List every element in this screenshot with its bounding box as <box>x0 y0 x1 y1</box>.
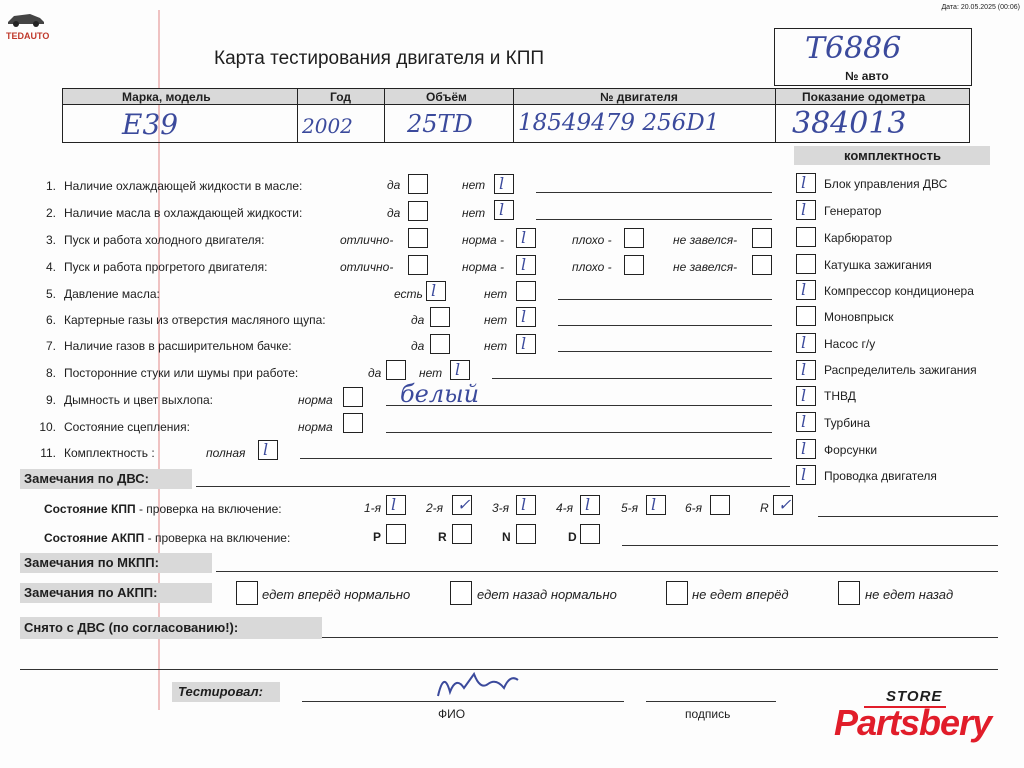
check-mark: l <box>801 280 807 299</box>
opt-polnaya: полная <box>206 446 246 460</box>
checkbox[interactable] <box>516 307 536 327</box>
checkbox[interactable] <box>516 255 536 275</box>
check-mark: l <box>801 412 807 431</box>
checkbox[interactable] <box>624 228 644 248</box>
komplekt-label: Катушка зажигания <box>824 258 932 272</box>
checkbox[interactable] <box>430 334 450 354</box>
check-mark: l <box>263 440 269 459</box>
remarks-mkpp-line <box>216 571 998 572</box>
check-mark: l <box>801 360 807 379</box>
gear-checkbox[interactable] <box>773 495 793 515</box>
opt-da: да <box>387 178 401 192</box>
item-number: 1. <box>45 179 56 193</box>
remarks-dvs-line <box>196 486 790 487</box>
check-mark: l <box>521 307 527 326</box>
check-mark: ✓ <box>778 495 792 514</box>
remark-line <box>536 192 772 193</box>
gear-checkbox[interactable] <box>386 524 406 544</box>
gear-label: 2-я <box>426 501 444 515</box>
remarks-akpp-label: Замечания по АКПП: <box>20 583 212 603</box>
check-mark: l <box>801 439 807 458</box>
removed-line <box>322 637 998 638</box>
opt-ploho: плохо - <box>572 260 612 274</box>
item-number: 3. <box>45 233 56 247</box>
checkbox[interactable] <box>494 200 514 220</box>
opt-net: нет <box>484 339 508 353</box>
opt-ploho: плохо - <box>572 233 612 247</box>
checkbox[interactable] <box>494 174 514 194</box>
signature-line <box>646 701 776 702</box>
opt-norma: норма - <box>462 260 505 274</box>
komplekt-checkbox[interactable] <box>796 465 816 485</box>
akpp-opt: едет назад нормально <box>477 587 617 602</box>
item-number: 2. <box>45 206 56 220</box>
date-stamp: Дата: 20.05.2025 (00:06) <box>941 4 1020 11</box>
opt-norma: норма - <box>462 233 505 247</box>
gear-label: 3-я <box>492 501 510 515</box>
check-mark: l <box>801 200 807 219</box>
check-mark: l <box>391 495 397 514</box>
gear-label: 1-я <box>364 501 382 515</box>
brand-top: STORE <box>886 688 943 705</box>
opt-norma: норма <box>298 420 333 434</box>
komplekt-checkbox[interactable] <box>796 306 816 326</box>
item-label: Давление масла: <box>64 287 160 301</box>
komplekt-label: ТНВД <box>824 389 856 403</box>
item-number: 5. <box>45 287 56 301</box>
gear-checkbox[interactable] <box>452 495 472 515</box>
fio-caption: ФИО <box>438 707 466 721</box>
opt-otlichno: отлично- <box>340 233 394 247</box>
opt-net: нет <box>484 313 508 327</box>
remark-line <box>386 405 772 406</box>
item-label: Наличие газов в расширительном бачке: <box>64 339 292 353</box>
check-mark: ✓ <box>457 495 471 514</box>
header-table <box>62 88 970 144</box>
opt-otlichno: отлично- <box>340 260 394 274</box>
gear-checkbox[interactable] <box>516 524 536 544</box>
item-number: 11. <box>40 446 56 460</box>
gear-label: D <box>568 530 577 544</box>
brand-main: Partsbery <box>834 702 992 743</box>
gear-label: 6-я <box>685 501 703 515</box>
komplekt-label: Моновпрыск <box>824 310 894 324</box>
checkbox[interactable] <box>430 307 450 327</box>
checkbox[interactable] <box>258 440 278 460</box>
auto-number-label: № авто <box>845 69 889 83</box>
check-mark: l <box>651 495 657 514</box>
akpp-backward-checkbox[interactable] <box>450 581 472 605</box>
check-mark: l <box>801 173 807 192</box>
remark-line <box>536 219 772 220</box>
signature-scribble <box>434 666 524 702</box>
checkbox[interactable] <box>426 281 446 301</box>
gear-label: R <box>438 530 447 544</box>
checkbox[interactable] <box>516 228 536 248</box>
remarks-dvs-label: Замечания по ДВС: <box>20 469 192 489</box>
tester-signature <box>434 666 524 709</box>
check-mark: l <box>801 333 807 352</box>
komplektnost-header: комплектность <box>794 146 990 165</box>
gear-checkbox[interactable] <box>580 495 600 515</box>
check-mark: l <box>585 495 591 514</box>
opt-da: да <box>368 366 382 380</box>
checkbox[interactable] <box>752 255 772 275</box>
komplekt-label: Насос г/у <box>824 337 876 351</box>
akpp-no-backward-checkbox[interactable] <box>838 581 860 605</box>
checkbox[interactable] <box>343 387 363 407</box>
checkbox[interactable] <box>408 174 428 194</box>
gear-checkbox[interactable] <box>516 495 536 515</box>
akpp-forward-checkbox[interactable] <box>236 581 258 605</box>
komplekt-checkbox[interactable] <box>796 173 816 193</box>
komplekt-label: Карбюратор <box>824 231 893 245</box>
item-label: Пуск и работа холодного двигателя: <box>64 233 265 247</box>
checkbox[interactable] <box>516 334 536 354</box>
col-header-volume: Объём <box>426 90 467 104</box>
item-number: 8. <box>45 366 56 380</box>
exhaust-color-handwriting: белый <box>400 380 480 408</box>
check-mark: l <box>521 334 527 353</box>
checkbox[interactable] <box>516 281 536 301</box>
item-label: Картерные газы из отверстия масляного щупа: <box>64 313 326 327</box>
checkbox[interactable] <box>450 360 470 380</box>
brand-logo <box>834 688 1010 748</box>
akpp-label: Состояние АКПП - проверка на включение: <box>44 531 291 545</box>
opt-net: нет <box>484 287 508 301</box>
fio-line <box>302 701 624 702</box>
gear-checkbox[interactable] <box>386 495 406 515</box>
auto-number-box <box>774 28 972 86</box>
item-number: 6. <box>45 313 56 327</box>
remark-line <box>300 458 772 459</box>
komplekt-label: Компрессор кондиционера <box>824 284 974 298</box>
komplekt-label: Турбина <box>824 416 871 430</box>
item-number: 7. <box>45 339 56 353</box>
gear-checkbox[interactable] <box>452 524 472 544</box>
item-number: 10. <box>39 420 56 434</box>
opt-ne-zavelsya: не завелся- <box>673 260 738 274</box>
tested-by-label: Тестировал: <box>172 682 280 702</box>
value-volume: 25TD <box>407 110 473 138</box>
akpp-opt: не едет назад <box>865 587 954 602</box>
komplekt-checkbox[interactable] <box>796 200 816 220</box>
logo-text: TEDAUTO <box>6 31 50 41</box>
komplekt-checkbox[interactable] <box>796 439 816 459</box>
kpp-label: Состояние КПП - проверка на включение: <box>44 502 282 516</box>
check-mark: l <box>521 255 527 274</box>
removed-label: Снято с ДВС (по согласованию!): <box>20 617 322 639</box>
gear-label: N <box>502 530 511 544</box>
col-header-year: Год <box>330 90 351 104</box>
komplekt-checkbox[interactable] <box>796 227 816 247</box>
gear-checkbox[interactable] <box>646 495 666 515</box>
remark-line <box>558 351 772 352</box>
item-label: Посторонние стуки или шумы при работе: <box>64 366 299 380</box>
akpp-remark-line <box>622 545 998 546</box>
checkbox[interactable] <box>386 360 406 380</box>
kpp-remark-line <box>818 516 998 517</box>
remark-line <box>558 299 772 300</box>
check-mark: l <box>499 174 505 193</box>
value-year: 2002 <box>302 114 353 138</box>
check-mark: l <box>455 360 461 379</box>
remark-line <box>558 325 772 326</box>
komplekt-checkbox[interactable] <box>796 280 816 300</box>
komplekt-label: Блок управления ДВС <box>824 177 948 191</box>
gear-label: P <box>373 530 382 544</box>
gear-label: R <box>760 501 769 515</box>
item-number: 4. <box>45 260 56 274</box>
opt-norma: норма <box>298 393 333 407</box>
item-label: Дымность и цвет выхлопа: <box>64 393 213 407</box>
komplekt-label: Распределитель зажигания <box>824 363 977 377</box>
auto-number-value: T6886 <box>805 31 902 66</box>
komplekt-checkbox[interactable] <box>796 254 816 274</box>
signature-caption: подпись <box>685 707 731 721</box>
opt-da: да <box>387 206 401 220</box>
item-label: Состояние сцепления: <box>64 420 190 434</box>
checkbox[interactable] <box>624 255 644 275</box>
akpp-no-forward-checkbox[interactable] <box>666 581 688 605</box>
item-label: Комплектность : <box>64 446 155 460</box>
opt-net: нет <box>462 178 486 192</box>
checkbox[interactable] <box>408 228 428 248</box>
opt-net: нет <box>419 366 443 380</box>
akpp-opt: едет вперёд нормально <box>262 587 411 602</box>
checkbox[interactable] <box>343 413 363 433</box>
value-model: E39 <box>122 108 179 141</box>
check-mark: l <box>521 495 527 514</box>
komplekt-checkbox[interactable] <box>796 360 816 380</box>
gear-checkbox[interactable] <box>710 495 730 515</box>
komplekt-label: Форсунки <box>824 443 878 457</box>
checkbox[interactable] <box>408 201 428 221</box>
komplekt-label: Проводка двигателя <box>824 469 937 483</box>
checkbox[interactable] <box>752 228 772 248</box>
car-icon <box>6 8 46 28</box>
check-mark: l <box>499 200 505 219</box>
check-mark: l <box>801 465 807 484</box>
gear-label: 5-я <box>621 501 639 515</box>
check-mark: l <box>521 228 527 247</box>
remarks-mkpp-label: Замечания по МКПП: <box>20 553 212 573</box>
opt-da: да <box>411 339 425 353</box>
komplekt-checkbox[interactable] <box>796 333 816 353</box>
value-engine-no: 18549479 256D1 <box>518 110 720 136</box>
checkbox[interactable] <box>408 255 428 275</box>
col-header-odometer: Показание одометра <box>802 90 926 104</box>
item-label: Наличие масла в охлаждающей жидкости: <box>64 206 303 220</box>
col-header-engine-no: № двигателя <box>600 90 678 104</box>
opt-net: нет <box>462 206 486 220</box>
opt-est: есть <box>394 287 423 301</box>
akpp-opt: не едет вперёд <box>692 587 789 602</box>
value-odometer: 384013 <box>792 106 907 141</box>
item-label: Наличие охлаждающей жидкости в масле: <box>64 179 303 193</box>
col-header-model: Марка, модель <box>122 90 211 104</box>
gear-label: 4-я <box>556 501 574 515</box>
check-mark: l <box>801 386 807 405</box>
remark-line <box>492 378 772 379</box>
remark-line <box>386 432 772 433</box>
opt-da: да <box>411 313 425 327</box>
check-mark: l <box>431 281 437 300</box>
item-label: Пуск и работа прогретого двигателя: <box>64 260 268 274</box>
gear-checkbox[interactable] <box>580 524 600 544</box>
komplekt-label: Генератор <box>824 204 882 218</box>
item-number: 9. <box>45 393 56 407</box>
komplekt-checkbox[interactable] <box>796 412 816 432</box>
logo <box>6 8 52 41</box>
page-title: Карта тестирования двигателя и КПП <box>214 48 545 69</box>
komplekt-checkbox[interactable] <box>796 386 816 406</box>
opt-ne-zavelsya: не завелся- <box>673 233 738 247</box>
